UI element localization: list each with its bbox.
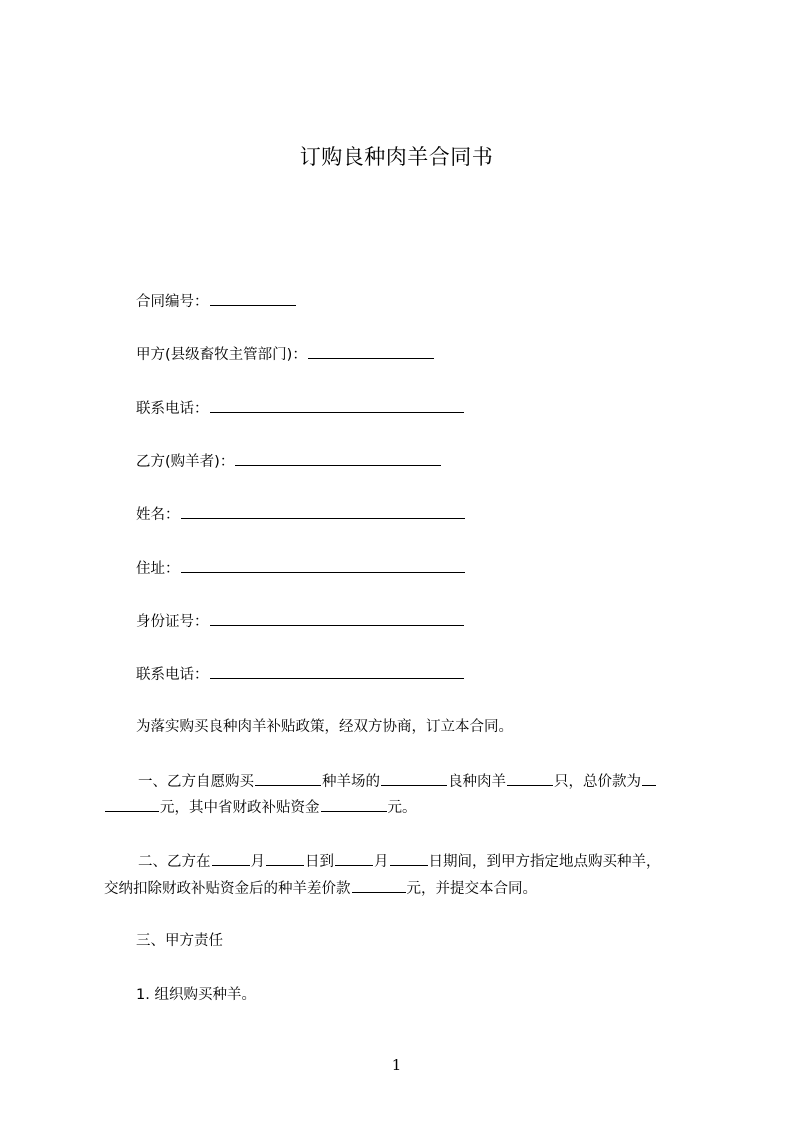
phone-b-blank[interactable]	[210, 664, 464, 679]
contract-number-line	[136, 291, 297, 312]
clause-1-line-1	[138, 771, 657, 792]
clause-3-item-1: 1. 组织购买种羊。	[136, 987, 256, 1003]
clause-2-text-a: 二、乙方在	[138, 854, 211, 870]
clause-1-text-a: 一、乙方自愿购买	[138, 774, 254, 790]
clause-2-line-2	[104, 878, 537, 899]
phone-a-line	[136, 398, 465, 419]
document-title: 订购良种肉羊合同书	[299, 145, 494, 169]
subsidy-blank[interactable]	[321, 797, 387, 812]
phone-a-blank[interactable]	[210, 398, 464, 413]
id-number-label: 身份证号：	[136, 614, 209, 630]
clause-2-text-f: 交纳扣除财政补贴资金后的种羊差价款	[104, 881, 351, 897]
end-month-blank[interactable]	[335, 851, 373, 866]
phone-a-label: 联系电话：	[136, 401, 209, 417]
party-a-blank[interactable]	[308, 344, 434, 359]
phone-b-label: 联系电话：	[136, 667, 209, 683]
address-blank[interactable]	[181, 558, 465, 573]
name-line	[136, 504, 466, 525]
clause-1-text-c: 良种肉羊	[448, 774, 506, 790]
party-b-line	[136, 451, 442, 472]
clause-1-text-e: 元，其中省财政补贴资金	[160, 800, 320, 816]
address-label: 住址：	[136, 561, 180, 577]
clause-1-line-2	[104, 797, 417, 818]
total-price-blank-start[interactable]	[642, 771, 656, 786]
party-b-label: 乙方(购羊者)：	[136, 454, 235, 470]
clause-2-text-d: 月	[374, 854, 389, 870]
party-a-label: 甲方(县级畜牧主管部门)：	[136, 347, 307, 363]
quantity-blank[interactable]	[507, 771, 553, 786]
id-number-line	[136, 611, 465, 632]
phone-b-line	[136, 664, 465, 685]
id-number-blank[interactable]	[210, 611, 464, 626]
name-blank[interactable]	[181, 504, 465, 519]
page-number: 1	[391, 1056, 402, 1074]
end-day-blank[interactable]	[390, 851, 428, 866]
contract-number-label: 合同编号：	[136, 294, 209, 310]
clause-2-text-b: 月	[250, 854, 265, 870]
name-label: 姓名：	[136, 507, 180, 523]
party-a-line	[136, 344, 435, 365]
party-b-blank[interactable]	[235, 451, 441, 466]
clause-1-text-d: 只，总价款为	[554, 774, 641, 790]
address-line	[136, 558, 466, 579]
total-price-blank-end[interactable]	[105, 797, 159, 812]
farm-blank[interactable]	[255, 771, 321, 786]
contract-number-blank[interactable]	[210, 291, 296, 306]
preamble: 为落实购买良种肉羊补贴政策，经双方协商，订立本合同。	[136, 719, 513, 735]
clause-2-text-c: 日到	[305, 854, 334, 870]
breed-blank[interactable]	[381, 771, 447, 786]
clause-2-text-e: 日期间，到甲方指定地点购买种羊，	[428, 854, 661, 870]
clause-2-text-g: 元，并提交本合同。	[406, 881, 537, 897]
clause-3-heading: 三、甲方责任	[136, 933, 223, 949]
price-difference-blank[interactable]	[352, 878, 406, 893]
start-day-blank[interactable]	[266, 851, 304, 866]
clause-1-text-f: 元。	[387, 800, 417, 816]
clause-1-text-b: 种羊场的	[322, 774, 380, 790]
clause-2-line-1	[138, 851, 661, 872]
start-month-blank[interactable]	[212, 851, 250, 866]
